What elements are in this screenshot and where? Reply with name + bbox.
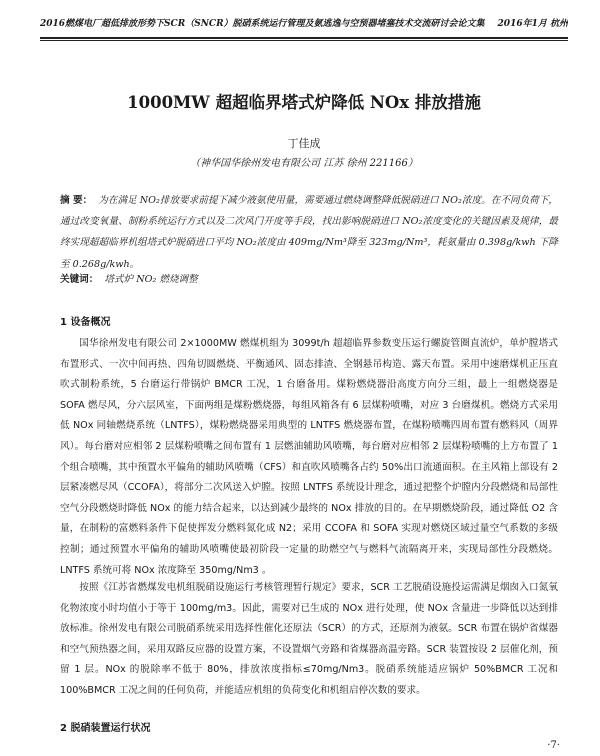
section-heading-2: 2 脱硝装置运行状况 bbox=[60, 723, 151, 734]
abstract bbox=[60, 190, 558, 275]
header-rule-thin bbox=[40, 40, 568, 41]
author: 丁佳成 bbox=[287, 137, 321, 150]
header-rule bbox=[40, 37, 568, 39]
running-header-left: 2016燃煤电厂超低排放形势下SCR（SNCR）脱硝系统运行管理及氨逃逸与空预器堵塞技术交流研讨会论文集 bbox=[40, 19, 485, 29]
paper-title: 1000MW 超超临界塔式炉降低 NOx 排放措施 bbox=[127, 93, 481, 112]
running-header bbox=[40, 18, 568, 31]
page-number: ·7· bbox=[547, 740, 560, 751]
affiliation: （神华国华徐州发电有限公司 江苏 徐州 221166） bbox=[190, 158, 418, 169]
keywords-text: 塔式炉 NO₂ 燃烧调整 bbox=[104, 274, 198, 285]
keywords bbox=[60, 272, 558, 288]
running-header-right: 2016年1月 杭州 bbox=[497, 19, 568, 29]
abstract-label: 摘 要： bbox=[60, 195, 93, 206]
section-heading-1: 1 设备概况 bbox=[60, 317, 111, 328]
body-paragraph-1: 国华徐州发电有限公司 2×1000MW 燃煤机组为 3099t/h 超超临界参数变压运行螺旋管圈直流炉，单炉膛塔式布置形式、一次中间再热、四角切圆燃烧、平衡通风、固态排渣、全钢悬吊构造、露天布置。采用中速磨煤机正压直吹式制粉系统，5 台磨运行带锅炉 BMCR 工况，1 台磨备用。煤粉燃烧器沿高度方向分三组，最上一组燃烧器是 SOFA 燃尽风，分六层风室，下面两组是煤粉燃烧器，每组风箱各有 6 层煤粉喷嘴，对应 3 台磨煤机。燃烧方式采用低 NOx 同轴燃烧系统（LNTFS），煤粉燃烧器采用典型的 LNTFS 燃烧器布置，在煤粉喷嘴四周布置有燃料风（周界风）。每台磨对应相邻 2 层煤粉喷嘴之间布置有 1 层燃油辅助风喷嘴，每台磨对应相邻 2 层煤粉喷嘴的上方布置了 1 个组合喷嘴，其中预置水平偏角的辅助风喷嘴（CFS）和直吹风喷嘴各占约 50%出口流通面积。在主风箱上部设有 2 层紧凑燃尽风（CCOFA），将部分二次风送入炉膛。按照 LNTFS 系统设计理念，通过把整个炉膛内分段燃烧和局部性空气分段燃烧时降低 NOx 的能力结合起来，以达到减少最终的 NOx 排放的目的。在早期燃烧阶段，通过降低 O2 含量，在制粉的富燃料条件下促使挥发分燃料氮化成 N2；采用 CCOFA 和 SOFA 实现对燃烧区域过量空气系数的多级控制；通过预置水平偏角的辅助风喷嘴使最初阶段一定量的助燃空气与燃料气流隔离开来，实现局部性分段燃烧。LNTFS 系统可将 NOx 浓度降至 350mg/Nm3 。 bbox=[60, 338, 558, 576]
abstract-text: 为在满足 NO₂排放要求前提下减少液氨使用量，需要通过燃烧调整降低脱硝进口 NO₂浓度。在不同负荷下，通过改变氧量、制粉系统运行方式以及二次风门开度等手段，找出影响脱硝进口 NO₂浓度变化的关键因素及规律，最终实现超超临界机组塔式炉脱硝进口平均 NO₂浓度由 409mg/Nm³降至 323mg/Nm³，耗氨量由 0.398g/kwh 下降至 0.268g/kwh。 bbox=[60, 195, 559, 270]
keywords-label: 关键词： bbox=[60, 274, 99, 285]
body-paragraph-2: 按照《江苏省燃煤发电机组脱硝设施运行考核管理暂行规定》要求，SCR 工艺脱硝设施投运需满足烟囱入口氮氧化物浓度小时均值小于等于 100mg/m3。因此，需要对已生成的 NOx 进行处理，使 NOx 含量进一步降低以达到排放标准。徐州发电有限公司脱硝系统采用选择性催化还原法（SCR）的方式，还原剂为液氨。SCR 布置在锅炉省煤器和空气预热器之间，采用双路反应器的设置方案，不设置烟气旁路和省煤器高温旁路。SCR 装置按设 2 层催化剂，预留 1 层。NOx 的脱除率不低于 80%，排放浓度指标≤70mg/Nm3。脱硝系统能适应锅炉 50%BMCR 工况和 100%BMCR 工况之间的任何负荷，并能适应机组的负荷变化和机组启停次数的要求。 bbox=[60, 582, 558, 696]
